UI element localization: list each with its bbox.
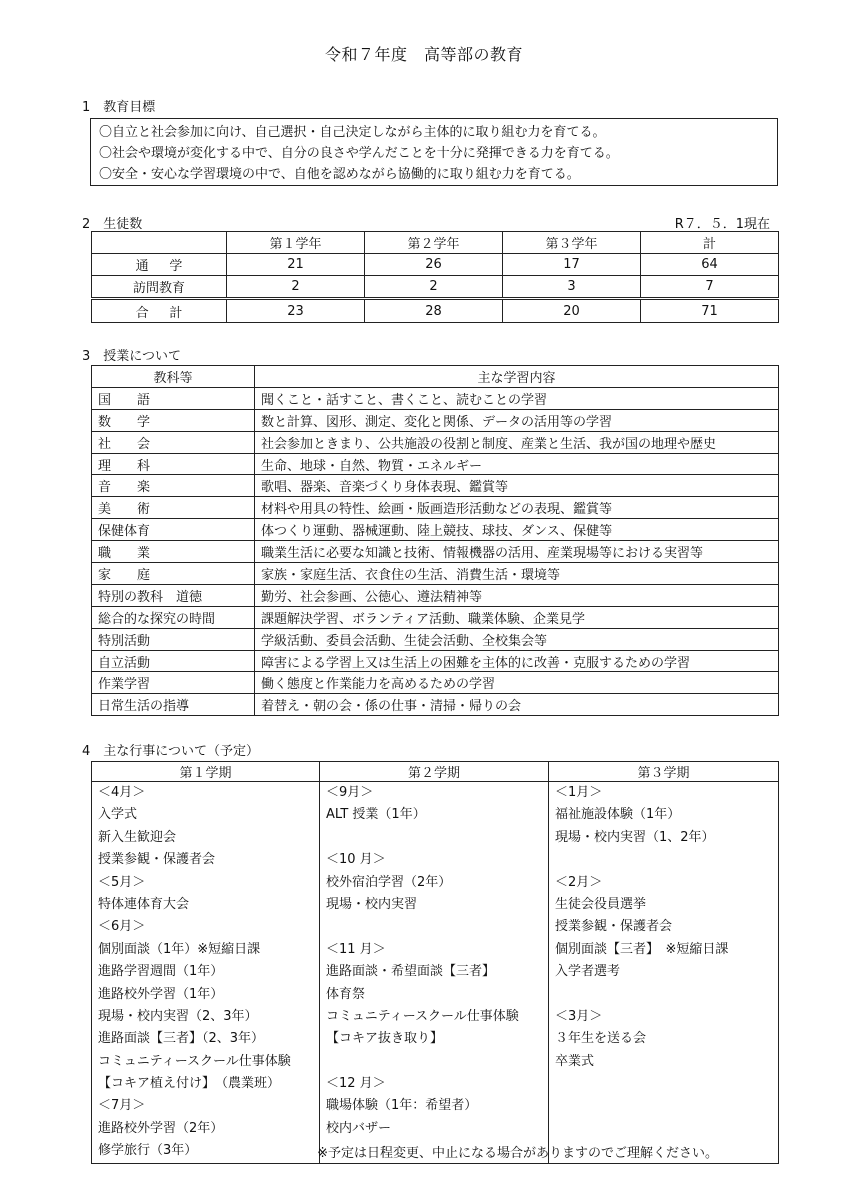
events-row bbox=[92, 782, 779, 1164]
event-item: ＜1月＞ bbox=[555, 785, 603, 800]
event-item: ＜5月＞ bbox=[98, 874, 146, 890]
subject-cell: 自立活動 bbox=[92, 650, 255, 672]
event-item: 現場・校内実習 bbox=[326, 896, 418, 912]
event-item: 校内バザー bbox=[326, 1120, 392, 1136]
event-item: ３年生を送る会 bbox=[555, 1031, 647, 1047]
event-item: ＜3月＞ bbox=[555, 1008, 603, 1024]
content-cell: 着替え・朝の会・係の仕事・清掃・帰りの会 bbox=[255, 694, 779, 716]
table-row bbox=[92, 276, 779, 299]
term-1-events bbox=[92, 782, 320, 1164]
page-title: 令和７年度 高等部の教育 bbox=[324, 45, 523, 64]
event-item bbox=[326, 916, 542, 938]
content-cell: 勤労、社会参画、公徳心、遵法精神等 bbox=[255, 584, 779, 606]
row-label: 訪問教育 bbox=[92, 276, 227, 299]
subject-cell: 美 術 bbox=[92, 497, 255, 519]
subject-cell: 国 語 bbox=[92, 387, 255, 409]
total-row bbox=[92, 299, 779, 323]
event-item: ＜10 月＞ bbox=[326, 852, 386, 868]
footnote: ※予定は日程変更、中止になる場合がありますのでご理解ください。 bbox=[317, 1146, 718, 1161]
content-cell: 職業生活に必要な知識と技術、情報機器の活用、産業現場等における実習等 bbox=[255, 541, 779, 563]
event-item bbox=[555, 849, 772, 871]
event-item: 進路学習週間（1年） bbox=[98, 964, 224, 980]
table-row bbox=[92, 254, 779, 276]
term-header: 第１学期 bbox=[92, 762, 320, 782]
table-row bbox=[92, 497, 779, 519]
event-item: 個別面談【三者】 ※短縮日課 bbox=[555, 941, 729, 957]
subject-cell: 職 業 bbox=[92, 541, 255, 563]
table-row bbox=[92, 563, 779, 585]
event-item: 現場・校内実習（2、3年） bbox=[98, 1008, 258, 1024]
content-cell: 社会参加ときまり、公共施設の役割と制度、産業と生活、我が国の地理や歴史 bbox=[255, 431, 779, 453]
content-cell: 学級活動、委員会活動、生徒会活動、全校集会等 bbox=[255, 628, 779, 650]
row-label: 合計 bbox=[92, 299, 227, 323]
subject-cell: 家 庭 bbox=[92, 563, 255, 585]
table-header-row bbox=[92, 232, 779, 254]
table-row bbox=[92, 475, 779, 497]
term-header: 第２学期 bbox=[320, 762, 549, 782]
student-count-table bbox=[91, 231, 779, 323]
section-heading-goals: 1 教育目標 bbox=[82, 100, 156, 115]
event-item: ＜4月＞ bbox=[98, 785, 146, 800]
table-row bbox=[92, 672, 779, 694]
header-cell: 第３学年 bbox=[503, 232, 641, 254]
event-item: 進路面談【三者】（2、3年） bbox=[98, 1031, 265, 1047]
content-cell: 歌唱、器楽、音楽づくり身体表現、鑑賞等 bbox=[255, 475, 779, 497]
subject-cell: 総合的な探究の時間 bbox=[92, 606, 255, 628]
event-item: 個別面談（1年）※短縮日課 bbox=[98, 941, 261, 957]
subject-cell: 特別活動 bbox=[92, 628, 255, 650]
table-row bbox=[92, 453, 779, 475]
event-item: 授業参観・保護者会 bbox=[98, 852, 216, 868]
content-cell: 材料や用具の特性、絵画・版画造形活動などの表現、鑑賞等 bbox=[255, 497, 779, 519]
header-cell bbox=[92, 232, 227, 254]
term-3-events bbox=[549, 782, 779, 1164]
header-cell: 教科等 bbox=[92, 366, 255, 388]
section-heading-events: 4 主な行事について（予定） bbox=[82, 744, 260, 759]
cell: 23 bbox=[227, 299, 365, 323]
event-item bbox=[555, 984, 772, 1006]
event-item: 生徒会役員選挙 bbox=[555, 896, 647, 912]
event-item: 修学旅行（3年） bbox=[98, 1143, 198, 1159]
cell: 71 bbox=[641, 299, 779, 323]
subject-cell: 日常生活の指導 bbox=[92, 694, 255, 716]
event-item: 進路面談・希望面談【三者】 bbox=[326, 964, 496, 980]
cell: 7 bbox=[641, 276, 779, 299]
cell: 21 bbox=[227, 254, 365, 276]
table-header-row bbox=[92, 366, 779, 388]
cell: 64 bbox=[641, 254, 779, 276]
event-item bbox=[326, 1051, 542, 1073]
cell: 26 bbox=[365, 254, 503, 276]
header-cell: 計 bbox=[641, 232, 779, 254]
subject-cell: 理 科 bbox=[92, 453, 255, 475]
header-cell: 第１学年 bbox=[227, 232, 365, 254]
event-item: ＜9月＞ bbox=[326, 785, 374, 800]
goals-box bbox=[90, 118, 778, 186]
content-cell: 課題解決学習、ボランティア活動、職業体験、企業見学 bbox=[255, 606, 779, 628]
event-item: 入学者選考 bbox=[555, 964, 621, 980]
table-row bbox=[92, 628, 779, 650]
content-cell: 障害による学習上又は生活上の困難を主体的に改善・克服するための学習 bbox=[255, 650, 779, 672]
lessons-table bbox=[91, 365, 779, 716]
event-item: ＜12 月＞ bbox=[326, 1076, 386, 1092]
table-row bbox=[92, 606, 779, 628]
event-item: 授業参観・保護者会 bbox=[555, 919, 673, 935]
term-2-events bbox=[320, 782, 549, 1164]
event-item: 【コキア植え付け】 （農業班） bbox=[98, 1076, 281, 1092]
content-cell: 聞くこと・話すこと、書くこと、読むことの学習 bbox=[255, 387, 779, 409]
table-row bbox=[92, 650, 779, 672]
subject-cell: 音 楽 bbox=[92, 475, 255, 497]
table-row bbox=[92, 694, 779, 716]
cell: 2 bbox=[227, 276, 365, 299]
subject-cell: 社 会 bbox=[92, 431, 255, 453]
term-header: 第３学期 bbox=[549, 762, 779, 782]
event-item: 新入生歓迎会 bbox=[98, 829, 177, 845]
event-item: 職場体験（1年：希望者） bbox=[326, 1098, 478, 1114]
goal-item: 〇安全・安心な学習環境の中で、自他を認めながら協働的に取り組む力を育てる。 bbox=[99, 167, 580, 182]
event-item: ALT 授業（1年） bbox=[326, 807, 426, 823]
content-cell: 体つくり運動、器械運動、陸上競技、球技、ダンス、保健等 bbox=[255, 519, 779, 541]
table-row bbox=[92, 519, 779, 541]
event-item: 進路校外学習（1年） bbox=[98, 986, 224, 1002]
event-item: 校外宿泊学習（2年） bbox=[326, 874, 452, 890]
table-header-row bbox=[92, 762, 779, 782]
content-cell: 数と計算、図形、測定、変化と関係、データの活用等の学習 bbox=[255, 409, 779, 431]
event-item: コミュニティースクール仕事体験 bbox=[326, 1008, 519, 1024]
events-table bbox=[91, 761, 779, 1164]
event-item: ＜7月＞ bbox=[98, 1098, 146, 1114]
cell: 20 bbox=[503, 299, 641, 323]
content-cell: 働く態度と作業能力を高めるための学習 bbox=[255, 672, 779, 694]
event-item: 福祉施設体験（1年） bbox=[555, 807, 681, 823]
section-heading-students: 2 生徒数 bbox=[82, 217, 143, 232]
table-row bbox=[92, 409, 779, 431]
goal-item: 〇社会や環境が変化する中で、自分の良さや学んだことを十分に発揮できる力を育てる。 bbox=[99, 146, 619, 161]
event-item: ＜11 月＞ bbox=[326, 941, 386, 957]
event-item: 特体連体育大会 bbox=[98, 896, 190, 912]
event-item: ＜6月＞ bbox=[98, 919, 146, 935]
content-cell: 生命、地球・自然、物質・エネルギー bbox=[255, 453, 779, 475]
table-row bbox=[92, 431, 779, 453]
subject-cell: 保健体育 bbox=[92, 519, 255, 541]
section-heading-lessons: 3 授業について bbox=[82, 349, 182, 364]
event-item: 入学式 bbox=[98, 807, 138, 823]
table-row bbox=[92, 387, 779, 409]
header-cell: 第２学年 bbox=[365, 232, 503, 254]
header-cell: 主な学習内容 bbox=[255, 366, 779, 388]
cell: 3 bbox=[503, 276, 641, 299]
subject-cell: 特別の教科 道徳 bbox=[92, 584, 255, 606]
event-item: 体育祭 bbox=[326, 986, 366, 1002]
as-of-date: R７．５．1現在 bbox=[674, 217, 770, 232]
event-item: ＜2月＞ bbox=[555, 874, 603, 890]
cell: 17 bbox=[503, 254, 641, 276]
event-item: 【コキア抜き取り】 bbox=[326, 1031, 444, 1047]
goal-item: 〇自立と社会参加に向け、自己選択・自己決定しながら主体的に取り組む力を育てる。 bbox=[99, 125, 606, 140]
event-item bbox=[326, 827, 542, 849]
event-item: 進路校外学習（2年） bbox=[98, 1120, 224, 1136]
subject-cell: 数 学 bbox=[92, 409, 255, 431]
event-item: 卒業式 bbox=[555, 1053, 595, 1069]
cell: 2 bbox=[365, 276, 503, 299]
row-label: 通学 bbox=[92, 254, 227, 276]
content-cell: 家族・家庭生活、衣食住の生活、消費生活・環境等 bbox=[255, 563, 779, 585]
subject-cell: 作業学習 bbox=[92, 672, 255, 694]
table-row bbox=[92, 584, 779, 606]
cell: 28 bbox=[365, 299, 503, 323]
event-item: 現場・校内実習（1、2年） bbox=[555, 829, 715, 845]
event-item: コミュニティースクール仕事体験 bbox=[98, 1053, 291, 1069]
table-row bbox=[92, 541, 779, 563]
